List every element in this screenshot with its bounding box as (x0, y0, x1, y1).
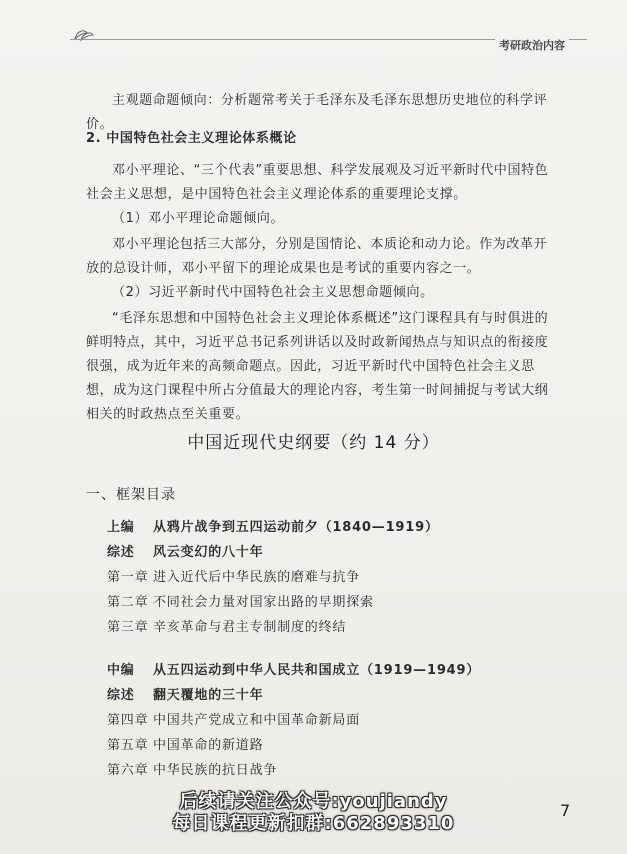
section-paragraph-2: 邓小平理论包括三大部分，分别是国情论、本质论和动力论。作为改革开放的总设计师，邓小平留下的理论成果也是考试的重要内容之一。 (86, 237, 548, 276)
outline-item-label: 第五章 (107, 738, 149, 753)
subsection-title-1: （1）邓小平理论命题倾向。 (112, 211, 285, 226)
outline-item-text: 中国共产党成立和中国革命新局面 (153, 713, 361, 728)
section-title: 2. 中国特色社会主义理论体系概论 (86, 131, 297, 146)
watermark-line-2: 每日课程更新扣群:662893310 (172, 813, 455, 834)
outline-item (107, 659, 480, 678)
outline-item-text: 从五四运动到中华人民共和国成立（1919—1949） (153, 663, 481, 678)
outline-item (107, 734, 263, 753)
outline-item-text: 中华民族的抗日战争 (153, 763, 278, 778)
chapter-heading: 中国近现代史纲要（约 14 分） (187, 433, 440, 453)
outline-item-label: 第四章 (107, 713, 149, 728)
outline-item (107, 709, 360, 728)
outline-item-text: 中国革命的新道路 (153, 738, 264, 753)
subsection-title-2: （2）习近平新时代中国特色社会主义思想命题倾向。 (112, 285, 434, 300)
outline-item-label: 第一章 (107, 570, 149, 585)
intro-paragraph: 主观题命题倾向：分析题常考关于毛泽东及毛泽东思想历史地位的科学评价。 (86, 93, 548, 132)
outline-item-label: 上编 (107, 520, 135, 535)
outline-item-text: 进入近代后中华民族的磨难与抗争 (153, 570, 361, 585)
outline-item (107, 684, 263, 703)
outline-heading: 一、框架目录 (86, 487, 176, 503)
outline-item-text: 风云变幻的八十年 (153, 545, 264, 560)
outline-item-text: 不同社会力量对国家出路的早期探索 (153, 595, 374, 610)
watermark-line-1: 后续请关注公众号:youjiandy (179, 791, 448, 812)
outline-item (107, 566, 360, 585)
page-number: 7 (560, 801, 571, 820)
outline-item-label: 第二章 (107, 595, 149, 610)
outline-item (107, 541, 263, 560)
leaf-icon (73, 27, 95, 43)
outline-item (107, 616, 346, 635)
section-paragraph-1: 邓小平理论、“三个代表”重要思想、科学发展观及习近平新时代中国特色社会主义思想，是中国特色社会主义理论体系的重要理论支撑。 (86, 163, 549, 202)
outline-item-label: 中编 (107, 663, 135, 678)
outline-item-label: 综述 (107, 688, 135, 703)
outline-item-label: 第三章 (107, 620, 149, 635)
outline-item (107, 516, 439, 535)
outline-item-text: 辛亥革命与君主专制制度的终结 (153, 620, 347, 635)
outline-item-text: 从鸦片战争到五四运动前夕（1840—1919） (153, 520, 439, 535)
outline-item-label: 综述 (107, 545, 135, 560)
running-header: 考研政治内容 (495, 37, 569, 53)
outline-item-text: 翻天覆地的三十年 (153, 688, 264, 703)
outline-item (107, 759, 277, 778)
section-paragraph-3: “毛泽东思想和中国特色社会主义理论体系概述”这门课程具有与时俱进的鲜明特点，其中，习近平总书记系列讲话以及时政新闻热点与知识点的衔接度很强，成为近年来的高频命题点。因此，习近平新时代中国特色社会主义思想，成为这门课程中所占分值最大的理论内容，考生第一时间捕捉与考试大纲相关的时政热点至关重要。 (86, 311, 549, 422)
outline-item-label: 第六章 (107, 763, 149, 778)
outline-item (107, 591, 374, 610)
